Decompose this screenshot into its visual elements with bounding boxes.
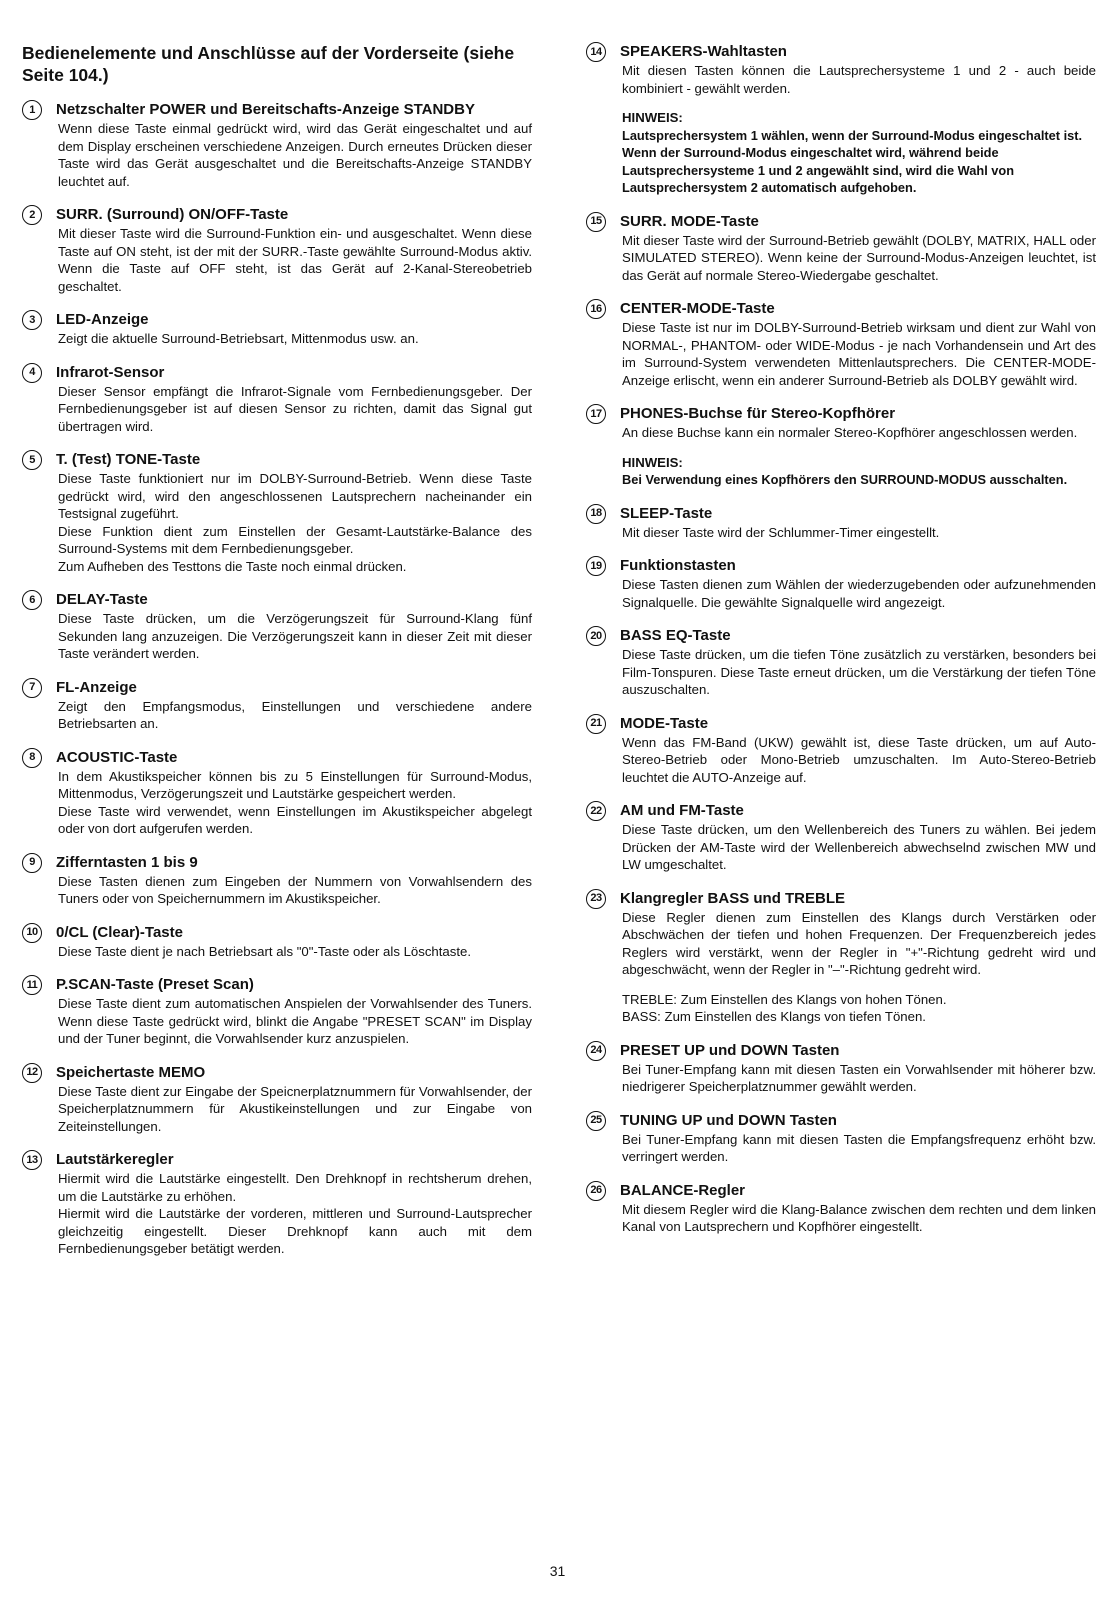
note-block (622, 109, 1096, 197)
section-heading (22, 450, 532, 470)
section-8 (22, 748, 532, 838)
circled-number-icon: 23 (586, 889, 606, 909)
right-sections (586, 42, 1096, 1236)
section-heading-text: Klangregler BASS und TREBLE (620, 889, 846, 907)
section-heading-text: Lautstärkeregler (56, 1151, 174, 1168)
section-26 (586, 1181, 1096, 1236)
section-heading-text: MODE-Taste (620, 714, 709, 732)
section-heading (22, 1063, 532, 1083)
section-25 (586, 1111, 1096, 1166)
paragraph: Diese Funktion dient zum Einstellen der Gesamt-Lautstärke-Balance des Surround-Systems mit dem Fernbedienungsgeber. (58, 523, 532, 556)
paragraph: Diese Taste dient je nach Betriebsart als "0"-Taste oder als Löschtaste. (58, 943, 472, 959)
section-heading-text: DELAY-Taste (56, 591, 148, 608)
circled-number-icon: 14 (586, 42, 606, 62)
circled-number-icon: 16 (586, 299, 606, 319)
section-heading-text: FL-Anzeige (56, 678, 137, 696)
section-heading (586, 1111, 1096, 1131)
page-title: Bedienelemente und Anschlüsse auf der Vorderseite (siehe Seite 104.) (22, 43, 515, 85)
circled-number-icon: 25 (586, 1111, 606, 1131)
section-13 (22, 1150, 532, 1258)
section-heading (586, 1041, 1096, 1061)
paragraph: Diese Regler dienen zum Einstellen des Klangs durch Verstärken oder Abschwächen der tiefen und hohen Frequenzen. Der Frequenzbereich jedes Reglers wird verstärkt, wenn der Regler in "+"-Richtung gedreht wird und abgeschwächt, wenn der Regler in "–"-Richtung gedreht wird. (622, 909, 1096, 977)
section-body (58, 610, 532, 663)
extra-paragraph: TREBLE: Zum Einstellen des Klangs von hohen Tönen. (622, 991, 947, 1007)
section-heading-text: AM und FM-Taste (620, 802, 744, 819)
section-heading (586, 1181, 1096, 1201)
section-heading-text: Zifferntasten 1 bis 9 (56, 853, 198, 871)
section-heading-text: Netzschalter POWER und Bereitschafts-Anzeige STANDBY (56, 101, 475, 118)
section-9 (22, 853, 532, 908)
paragraph: Diese Tasten dienen zum Eingeben der Nummern von Vorwahlsendern des Tuners oder von Speichernummern im Akustikspeicher. (58, 873, 532, 906)
circled-number-icon: 1 (22, 100, 42, 120)
paragraph: Diese Taste drücken, um die tiefen Töne zusätzlich zu verstärken, besonders bei Film-Tonspuren. Diese Taste erneut drücken, um die Verstärkung der tiefen Töne auszuschalten. (622, 647, 1096, 697)
paragraph: Mit dieser Taste wird der Schlummer-Timer eingestellt. (622, 524, 940, 540)
circled-number-icon: 5 (22, 450, 42, 470)
section-heading (22, 590, 532, 610)
circled-number-icon: 10 (22, 923, 42, 943)
note-text: Wenn der Surround-Modus eingeschaltet wird, während beide Lautsprechersysteme 1 und 2 angewählt sind, wird die Wahl von Lautsprechersystem 2 automatisch aufgehoben. (622, 145, 1015, 195)
circled-number-icon: 20 (586, 626, 606, 646)
section-7 (22, 678, 532, 733)
paragraph: An diese Buchse kann ein normaler Stereo-Kopfhörer angeschlossen werden. (622, 425, 1078, 440)
spacer (622, 979, 1096, 991)
section-22 (586, 801, 1096, 874)
section-heading-text: SURR. MODE-Taste (620, 212, 759, 230)
section-4 (22, 363, 532, 436)
note-block (622, 454, 1096, 489)
section-heading (586, 504, 1096, 524)
section-body (622, 646, 1096, 699)
section-heading-text: SPEAKERS-Wahltasten (620, 43, 787, 60)
paragraph: Zum Aufheben des Testtons die Taste noch einmal drücken. (58, 558, 407, 574)
section-heading (586, 404, 1096, 424)
section-heading (22, 853, 532, 873)
section-heading (22, 205, 532, 225)
section-6 (22, 590, 532, 663)
paragraph: Bei Tuner-Empfang kann mit diesen Tasten ein Vorwahlsender mit höherer bzw. niedrigerer Speicherplatznummer gewählt werden. (622, 1061, 1096, 1094)
note-text: Lautsprechersystem 1 wählen, wenn der Surround-Modus eingeschaltet ist. (622, 127, 1083, 143)
circled-number-icon: 17 (586, 404, 606, 424)
paragraph: Mit diesen Tasten können die Lautsprechersysteme 1 und 2 - auch beide kombiniert - gewählt werden. (622, 63, 1096, 96)
section-11 (22, 975, 532, 1048)
section-heading-text: Infrarot-Sensor (56, 363, 165, 381)
section-body (58, 120, 532, 190)
section-18 (586, 504, 1096, 542)
section-heading-text: Speichertaste MEMO (56, 1063, 206, 1081)
section-body (58, 768, 532, 838)
section-body (622, 734, 1096, 787)
section-heading (586, 42, 1096, 62)
extra-paragraph: BASS: Zum Einstellen des Klangs von tiefen Tönen. (622, 1009, 926, 1024)
section-body (622, 232, 1096, 285)
circled-number-icon: 22 (586, 801, 606, 821)
section-body (622, 62, 1096, 97)
paragraph: Bei Tuner-Empfang kann mit diesen Tasten die Empfangsfrequenz erhöht bzw. verringert werden. (622, 1131, 1096, 1164)
section-20 (586, 626, 1096, 699)
section-heading-text: Funktionstasten (620, 557, 736, 574)
section-heading-text: ACOUSTIC-Taste (56, 748, 178, 766)
section-heading (586, 556, 1096, 576)
circled-number-icon: 7 (22, 678, 42, 698)
section-1 (22, 100, 532, 190)
section-heading (22, 678, 532, 698)
note-label: HINWEIS: (622, 454, 683, 470)
circled-number-icon: 4 (22, 363, 42, 383)
paragraph: Mit diesem Regler wird die Klang-Balance zwischen dem rechten und dem linken Kanal von Lautsprechern und Kopfhörer eingestellt. (622, 1201, 1096, 1234)
paragraph: Diese Taste drücken, um den Wellenbereich des Tuners zu wählen. Bei jedem Drücken der AM-Taste wird der Wellenbereich abwechselnd zwischen MW und LW umgeschaltet. (622, 822, 1096, 872)
paragraph: Mit dieser Taste wird die Surround-Funktion ein- und ausgeschaltet. Wenn diese Taste auf ON steht, ist der mit der SURR.-Taste gewählte Surround-Modus aktiv. Wenn die Taste auf OFF steht, ist das Gerät auf 2-Kanal-Stereobetrieb geschaltet. (58, 226, 532, 294)
circled-number-icon: 13 (22, 1150, 42, 1170)
section-body (622, 821, 1096, 874)
section-heading-text: TUNING UP und DOWN Tasten (620, 1111, 837, 1129)
circled-number-icon: 19 (586, 556, 606, 576)
section-body (58, 873, 532, 908)
section-body (622, 1061, 1096, 1096)
section-heading-text: P.SCAN-Taste (Preset Scan) (56, 976, 254, 993)
page-number: 31 (549, 1563, 566, 1579)
section-19 (586, 556, 1096, 611)
section-body (622, 319, 1096, 389)
section-heading (586, 714, 1096, 734)
section-heading (22, 363, 532, 383)
paragraph: Diese Taste dient zur Eingabe der Speicnerplatznummern für Vorwahlsender, der Speicherplatznummern für Akustikeinstellungen und zur Eingabe von Zeiteinstellungen. (58, 1083, 532, 1134)
section-5 (22, 450, 532, 575)
section-heading-text: SURR. (Surround) ON/OFF-Taste (56, 206, 289, 223)
section-23 (586, 889, 1096, 1026)
section-heading (586, 801, 1096, 821)
section-body (58, 225, 532, 295)
paragraph: Hiermit wird die Lautstärke der vorderen, mittleren und Surround-Lautsprecher gleichzeitig eingestellt. Dieser Drehknopf kann auch mit dem Fernbedienungsgeber betätigt werden. (58, 1206, 532, 1256)
paragraph: Hiermit wird die Lautstärke eingestellt. Den Drehknopf in rechtsherum drehen, um die Lautstärke zu erhöhen. (58, 1171, 532, 1204)
section-body (58, 995, 532, 1048)
paragraph: Diese Taste wird verwendet, wenn Einstellungen im Akustikspeicher abgelegt oder von dort aufgerufen werden. (58, 803, 532, 836)
section-body (622, 1131, 1096, 1166)
circled-number-icon: 26 (586, 1181, 606, 1201)
section-10 (22, 923, 532, 961)
circled-number-icon: 8 (22, 748, 42, 768)
section-21 (586, 714, 1096, 787)
section-24 (586, 1041, 1096, 1096)
paragraph: Diese Taste dient zum automatischen Anspielen der Vorwahlsender des Tuners. Wenn diese Taste gedrückt wird, blinkt die Angabe "PRESET SCAN" im Display und der Tuner beginnt, die Vorwahlsender kurz anzuspielen. (58, 996, 532, 1046)
circled-number-icon: 3 (22, 310, 42, 330)
circled-number-icon: 2 (22, 205, 42, 225)
section-17 (586, 404, 1096, 489)
paragraph: Mit dieser Taste wird der Surround-Betrieb gewählt (DOLBY, MATRIX, HALL oder SIMULATED STEREO). Wenn keine der Surround-Modus-Anzeigen leuchtet, ist das Gerät auf normale Stereo-Wiedergabe geschaltet. (622, 232, 1096, 283)
paragraph: In dem Akustikspeicher können bis zu 5 Einstellungen für Surround-Modus, Mittenmodus, Verzögerungszeit und Lautstärke gespeichert werden. (58, 768, 532, 801)
left-sections (22, 100, 532, 1258)
paragraph: Diese Taste drücken, um die Verzögerungszeit für Surround-Klang fünf Sekunden lang anzuzeigen. Die Verzögerungszeit kann in dieser Zeit mit dieser Taste verändert werden. (58, 611, 532, 661)
circled-number-icon: 12 (22, 1063, 42, 1083)
section-body (58, 383, 532, 436)
circled-number-icon: 6 (22, 590, 42, 610)
section-heading-text: BALANCE-Regler (620, 1181, 746, 1199)
section-heading (22, 748, 532, 768)
section-heading (22, 100, 532, 120)
circled-number-icon: 11 (22, 975, 42, 995)
section-body (58, 1083, 532, 1136)
section-heading (22, 1150, 532, 1170)
section-heading (22, 310, 532, 330)
section-heading (586, 889, 1096, 909)
section-body (58, 943, 532, 961)
section-heading (586, 299, 1096, 319)
circled-number-icon: 21 (586, 714, 606, 734)
section-16 (586, 299, 1096, 389)
section-15 (586, 212, 1096, 285)
section-heading-text: T. (Test) TONE-Taste (56, 451, 201, 468)
left-column (22, 42, 532, 1273)
section-3 (22, 310, 532, 348)
paragraph: Wenn diese Taste einmal gedrückt wird, wird das Gerät eingeschaltet und auf dem Display erscheinen verschiedene Anzeigen. Durch erneutes Drücken dieser Taste wird das Gerät ausgeschaltet und die Bereitschafts-Anzeige STANDBY leuchtet auf. (58, 121, 532, 189)
section-body (58, 330, 532, 348)
paragraph: Diese Taste funktioniert nur im DOLBY-Surround-Betrieb. Wenn diese Taste gedrückt wird, wird den angeschlossenen Lautsprechern nacheinander ein Testsignal zugeführt. (58, 471, 532, 521)
paragraph: Dieser Sensor empfängt die Infrarot-Signale vom Fernbedienungsgeber. Der Fernbedienungsgeber ist auf diesen Sensor zu richten, damit das Signal gut übertragen wird. (58, 383, 532, 434)
section-body (58, 698, 532, 733)
paragraph: Zeigt die aktuelle Surround-Betriebsart, Mittenmodus usw. an. (58, 331, 419, 346)
section-heading (22, 975, 532, 995)
section-body (622, 1201, 1096, 1236)
section-body (622, 909, 1096, 1026)
paragraph: Wenn das FM-Band (UKW) gewählt ist, diese Taste drücken, um auf Auto-Stereo-Betrieb oder Mono-Betrieb umzuschalten. Im Auto-Stereo-Betrieb leuchtet die AUTO-Anzeige auf. (622, 734, 1096, 785)
section-heading-text: SLEEP-Taste (620, 504, 713, 522)
section-2 (22, 205, 532, 295)
note-text: Bei Verwendung eines Kopfhörers den SURROUND-MODUS ausschalten. (622, 472, 1068, 487)
section-body (622, 576, 1096, 611)
section-heading (22, 923, 532, 943)
section-heading (586, 212, 1096, 232)
circled-number-icon: 24 (586, 1041, 606, 1061)
paragraph: Diese Taste ist nur im DOLBY-Surround-Betrieb wirksam und dient zur Wahl von NORMAL-, PHANTOM- oder WIDE-Modus - je nach Vorhandensein und Art des im Surround-System verwendeten Mittenlautsprechers. Die CENTER-MODE-Anzeige erlischt, wenn ein anderer Surround-Betrieb als DOLBY gewählt wird. (622, 320, 1096, 388)
section-heading (586, 626, 1096, 646)
section-heading-text: PRESET UP und DOWN Tasten (620, 1041, 840, 1059)
section-body (622, 424, 1096, 442)
circled-number-icon: 9 (22, 853, 42, 873)
circled-number-icon: 18 (586, 504, 606, 524)
section-heading-text: BASS EQ-Taste (620, 627, 731, 644)
section-14 (586, 42, 1096, 197)
section-body (58, 470, 532, 575)
paragraph: Diese Tasten dienen zum Wählen der wiederzugebenden oder aufzunehmenden Signalquelle. Die gewählte Signalquelle wird angezeigt. (622, 577, 1096, 610)
paragraph: Zeigt den Empfangsmodus, Einstellungen und verschiedene andere Betriebsarten an. (58, 698, 532, 731)
section-12 (22, 1063, 532, 1136)
note-label: HINWEIS: (622, 110, 683, 125)
section-heading-text: LED-Anzeige (56, 311, 149, 328)
section-body (622, 524, 1096, 542)
section-body (58, 1170, 532, 1258)
section-heading-text: CENTER-MODE-Taste (620, 300, 775, 317)
section-heading-text: 0/CL (Clear)-Taste (56, 923, 183, 941)
section-heading-text: PHONES-Buchse für Stereo-Kopfhörer (620, 405, 896, 422)
circled-number-icon: 15 (586, 212, 606, 232)
right-column (586, 42, 1096, 1251)
